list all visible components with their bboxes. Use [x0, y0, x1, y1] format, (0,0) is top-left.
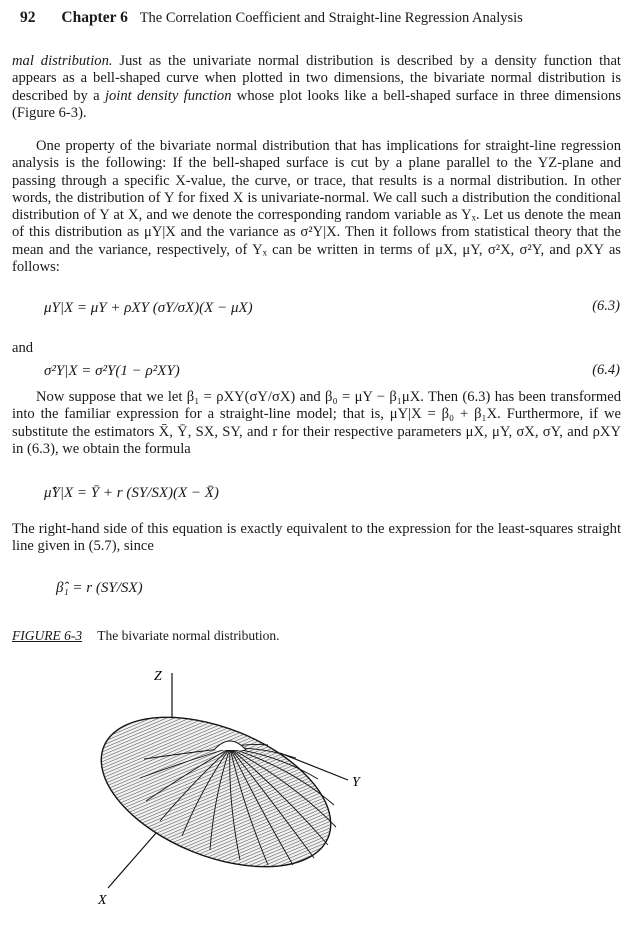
equation-6-4: σ²Y|X = σ²Y(1 − ρ²XY) — [44, 363, 180, 379]
paragraph-3: Now suppose that we let β₁ = ρXY(σY/σX) and β₀ = μY − β₁μX. Then (6.3) has been transformed into the familiar expression for a straight-line model; that is, μY|X = β₀ + β₁X. Furthermore, if we substitute the estimators X̄, Ȳ, SX, SY, and r for their respective parameters μX, μY, σX, σY, and ρXY in (6.3), we obtain the formula — [12, 389, 621, 457]
x-axis — [108, 825, 163, 888]
equation-number-6-3: (6.3) — [592, 298, 620, 314]
equation-number-6-4: (6.4) — [592, 362, 620, 378]
equation-estimate: μ̂Y|X = Ȳ + r (SY/SX)(X − X̄) — [44, 485, 219, 501]
paragraph-4: The right-hand side of this equation is exactly equivalent to the expression for the least-squares straight line given in (5.7), since — [12, 521, 621, 555]
paragraph-2: One property of the bivariate normal distribution that has implications for straight-line regression analysis is the following: If the bell-shaped surface is cut by a plane parallel to the YZ-plane and passing through a specific X-value, the curve, or trace, that results is a normal distribution. In other words, the distribution of Y for fixed X is univariate-normal. We call such a distribution the conditional distribution of Y at X, and we denote the corresponding random variable as Yₓ. Let us denote the mean of this distribution as μY|X and the variance as σ²Y|X. Then it follows from statistical theory that the mean and the variance, respectively, of Yₓ can be written in terms of μX, μY, σ²X, σ²Y, and ρXY as follows: — [12, 138, 621, 276]
para1-lead: mal distribution. — [12, 53, 113, 69]
page-number: 92 — [20, 9, 36, 26]
para1-text-a: Just as the univariate normal distribution is described by a density function that appears as a bell-shaped curve when plotted in two dimensions, the bivariate normal distribution is described by a — [12, 53, 621, 104]
para1-text-c: whose plot looks like a bell-shaped surface in three dimensions (Figure 6-3). — [12, 87, 621, 121]
equation-beta: β̂₁ = r (SY/SX) — [56, 580, 143, 596]
figure-caption-text: The bivariate normal distribution. — [97, 628, 280, 643]
bivariate-normal-surface — [0, 655, 636, 926]
x-axis-label: X — [98, 893, 107, 908]
y-axis-label: Y — [352, 775, 360, 790]
figure-6-3 — [0, 655, 636, 926]
chapter-label: Chapter 6 — [61, 9, 128, 26]
z-axis-label: Z — [154, 669, 162, 684]
surface-base — [80, 687, 352, 896]
equation-6-3: μY|X = μY + ρXY (σY/σX)(X − μX) — [44, 300, 253, 316]
and-word: and — [12, 340, 34, 356]
para1-italic: joint density function — [104, 87, 232, 104]
figure-label: FIGURE 6-3 — [12, 628, 83, 643]
paragraph-1 — [12, 53, 621, 122]
running-header — [20, 9, 620, 31]
figure-caption — [12, 628, 279, 644]
chapter-title: The Correlation Coefficient and Straight-line Regression Analysis — [139, 10, 523, 26]
